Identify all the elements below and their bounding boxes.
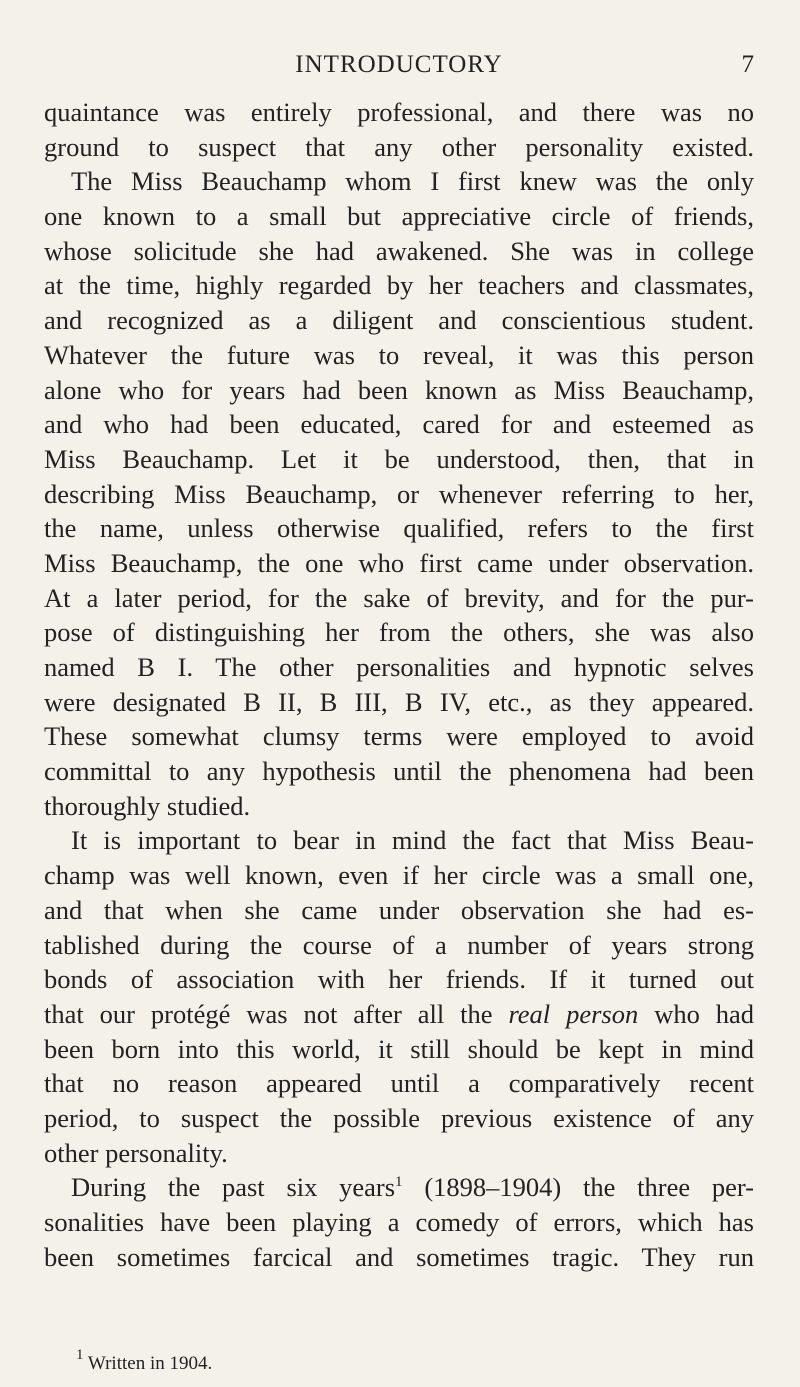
text-line: and recognized as a diligent and conscientious student. (44, 305, 754, 336)
running-title: INTRODUCTORY (295, 51, 503, 78)
text-line: were designated B II, B III, B IV, etc., as they appeared. (44, 686, 754, 717)
text-line: It is important to bear in mind the fact that Miss Beau- (71, 825, 754, 856)
text-line: and that when she came under observation she had es- (44, 894, 754, 925)
text-line: ground to suspect that any other personality existed. (44, 131, 754, 162)
text-line: named B I. The other personalities and hypnotic selves (44, 652, 754, 682)
text-line: alone who for years had been known as Miss Beauchamp, (44, 374, 754, 405)
text-line: that no reason appeared until a comparatively recent (44, 1068, 754, 1099)
text-line: committal to any hypothesis until the phenomena had been (44, 756, 754, 787)
body-text (44, 95, 754, 1274)
text-line: tablished during the course of a number of years strong (44, 929, 754, 960)
page-header (44, 48, 754, 82)
footnote-text: Written in 1904. (87, 1353, 213, 1374)
italic-phrase: real person (508, 998, 639, 1029)
text-line: period, to suspect the possible previous existence of any (44, 1102, 754, 1133)
text-segment: that our protégé was not after all the (44, 998, 493, 1029)
text-line: and who had been educated, cared for and esteemed as (44, 409, 754, 440)
footnote (76, 1347, 213, 1376)
text-line: Whatever the future was to reveal, it was this person (44, 339, 754, 370)
text-line: These somewhat clumsy terms were employed to avoid (44, 721, 754, 752)
text-line: other personality. (44, 1137, 228, 1168)
text-line: Miss Beauchamp, the one who first came under observation. (44, 547, 754, 578)
text-line: describing Miss Beauchamp, or whenever referring to her, (44, 478, 754, 509)
text-line: pose of distinguishing her from the others, she was also (44, 617, 754, 648)
footnote-marker: 1 (76, 1347, 84, 1363)
text-line: champ was well known, even if her circle was a small one, (44, 860, 754, 891)
text-line: whose solicitude she had awakened. She was in college (44, 235, 754, 266)
text-line: thoroughly studied. (44, 790, 251, 821)
text-line: been sometimes farcical and sometimes tragic. They run (44, 1241, 754, 1272)
text-line-with-footnote-ref (44, 1170, 754, 1205)
text-segment: who had (654, 998, 755, 1029)
text-segment: During the past six years (71, 1172, 396, 1203)
text-line: bonds of association with her friends. If it turned out (44, 964, 754, 995)
page-number: 7 (741, 51, 754, 78)
text-line: quaintance was entirely professional, and there was no (44, 97, 754, 127)
text-line: the name, unless otherwise qualified, refers to the first (44, 513, 754, 544)
text-line: one known to a small but appreciative circle of friends, (44, 201, 754, 232)
text-segment: (1898–1904) the three per- (424, 1172, 754, 1203)
text-line: been born into this world, it still should be kept in mind (44, 1033, 754, 1064)
text-line: Miss Beauchamp. Let it be understood, then, that in (44, 443, 754, 474)
text-line: sonalities have been playing a comedy of errors, which has (44, 1207, 754, 1237)
text-line-with-emphasis (44, 997, 754, 1032)
footnote-reference: 1 (395, 1174, 403, 1191)
text-line: At a later period, for the sake of brevity, and for the pur- (44, 582, 754, 613)
text-line: at the time, highly regarded by her teachers and classmates, (44, 270, 754, 301)
text-line: The Miss Beauchamp whom I first knew was the only (71, 166, 754, 197)
